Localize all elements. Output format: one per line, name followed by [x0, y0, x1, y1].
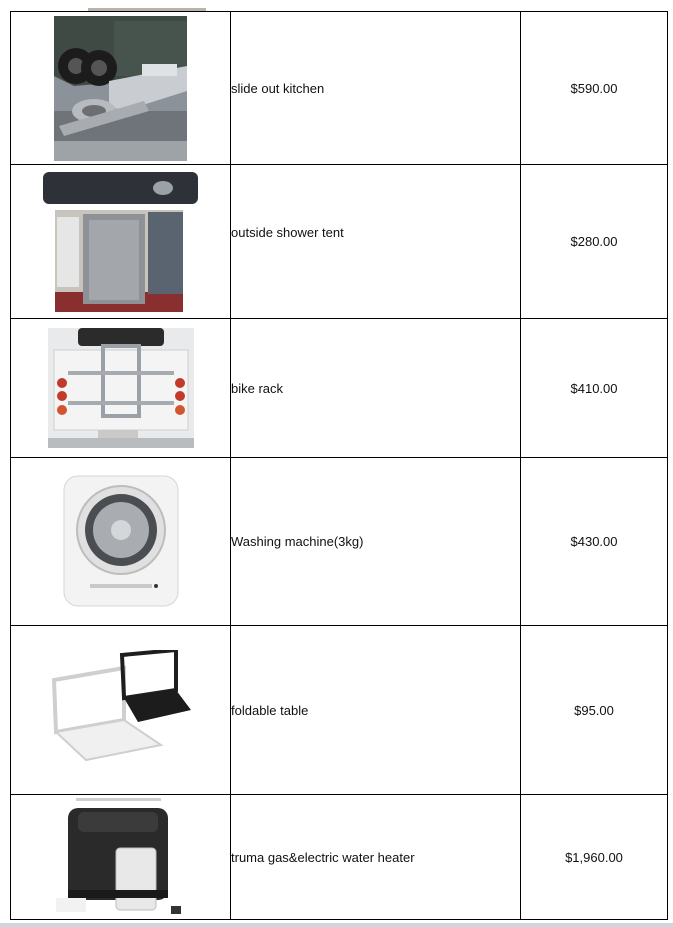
table-row [11, 165, 668, 319]
item-price: $590.00 [521, 12, 668, 165]
image-cell [11, 795, 231, 920]
item-name: foldable table [231, 626, 521, 795]
table-row [11, 795, 668, 920]
table-row [11, 12, 668, 165]
accessory-price-table [10, 11, 668, 920]
table-row [11, 458, 668, 626]
item-name: outside shower tent [231, 165, 521, 319]
table-row [11, 626, 668, 795]
table-row [11, 319, 668, 458]
water-heater-photo [56, 798, 186, 916]
window-bottom-edge [0, 923, 673, 927]
item-name: Washing machine(3kg) [231, 458, 521, 626]
image-cell [11, 165, 231, 319]
item-name: slide out kitchen [231, 12, 521, 165]
item-name: bike rack [231, 319, 521, 458]
image-cell [11, 12, 231, 165]
slide-out-kitchen-photo [54, 16, 187, 161]
image-cell [11, 319, 231, 458]
item-price: $430.00 [521, 458, 668, 626]
image-cell [11, 626, 231, 795]
item-price: $95.00 [521, 626, 668, 795]
washing-machine-photo [60, 472, 182, 612]
item-price: $1,960.00 [521, 795, 668, 920]
image-cell [11, 458, 231, 626]
item-price: $280.00 [521, 165, 668, 319]
foldable-table-photo [46, 650, 196, 770]
bike-rack-photo [48, 328, 194, 448]
shower-tent-photo [43, 172, 198, 312]
item-name: truma gas&electric water heater [231, 795, 521, 920]
item-price: $410.00 [521, 319, 668, 458]
